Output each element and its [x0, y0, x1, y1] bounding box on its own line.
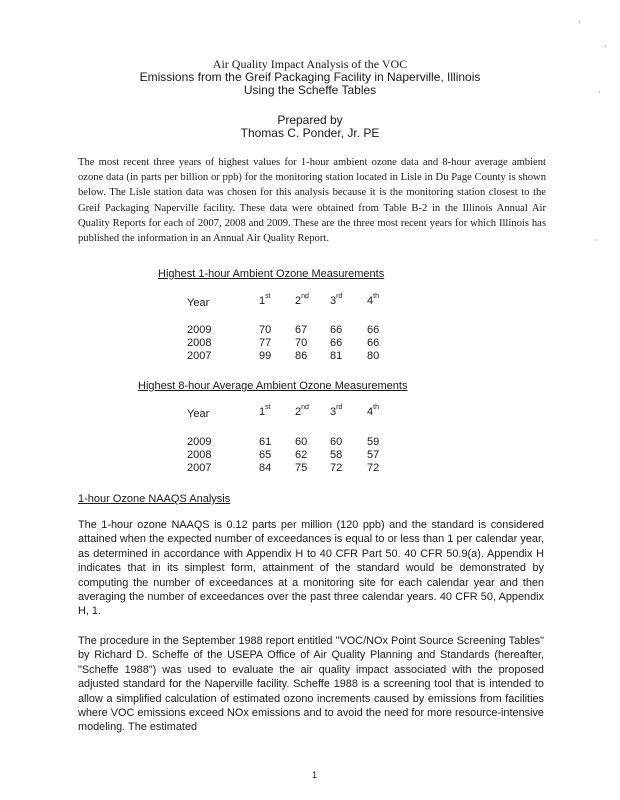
title-line-2: Emissions from the Greif Packaging Facility in Naperville, Illinois	[139, 70, 481, 84]
paragraph-scheffe: The procedure in the September 1988 report entitled "VOC/NOx Point Source Screening Tables" by Richard D. Scheffe of the USEPA Office of Air Quality Planning and Standards (hereafter, "Scheffe 1988") was used to evaluate the air quality impact associated with the proposed adjusted standard for the Naperville facility. Scheffe 1988 is a screening tool that is intended to allow a simplified calculation of estimated ozono increments caused by emissions from facilities where VOC emissions exceed NOx emissions and to avoid the need for more resource-intensive modeling. The estimated	[78, 635, 544, 734]
table1-row2-val3: 66	[330, 337, 343, 349]
table2-row2-val1: 65	[259, 449, 272, 461]
table2-row1-val1: 61	[259, 436, 272, 448]
table2-row3-val1: 84	[259, 462, 272, 474]
page-number: 1	[312, 770, 318, 780]
table2-row1-val2: 60	[295, 436, 308, 448]
table2-row2-val2: 62	[295, 449, 308, 461]
table2-title: Highest 8-hour Average Ambient Ozone Measurements	[138, 380, 408, 392]
table2-row2-val4: 57	[367, 449, 380, 461]
table1-row3-val4: 80	[367, 350, 380, 362]
scan-speck: ·	[578, 18, 581, 27]
table1-row2-val4: 66	[367, 337, 380, 349]
table1-row3-year: 2007	[187, 350, 212, 362]
scan-speck: ·	[604, 42, 607, 51]
table2-col-3-header: 3rd	[330, 404, 343, 418]
table2-col-2-header: 2nd	[295, 404, 309, 418]
table1-col-2-header: 2nd	[295, 293, 309, 307]
scan-speck: ·	[594, 236, 597, 245]
table2-row1-val3: 60	[330, 436, 343, 448]
table1-year-header: Year	[187, 297, 210, 309]
table2-row3-val4: 72	[367, 462, 380, 474]
scan-speck: ·	[598, 88, 601, 97]
title-line-1: Air Quality Impact Analysis of the VOC	[212, 57, 408, 71]
table2-row2-val3: 58	[330, 449, 343, 461]
table1-row1-val3: 66	[330, 324, 343, 336]
table2-row3-val3: 72	[330, 462, 343, 474]
table1-row1-val1: 70	[259, 324, 272, 336]
author-name: Thomas C. Ponder, Jr. PE	[240, 126, 380, 140]
table1-row3-val1: 99	[259, 350, 272, 362]
title-line-3: Using the Scheffe Tables	[243, 83, 377, 97]
table1-title: Highest 1-hour Ambient Ozone Measurements	[158, 268, 385, 280]
table1-row2-val2: 70	[295, 337, 308, 349]
table1-col-4-header: 4th	[367, 293, 379, 307]
table2-col-1-header: 1st	[259, 404, 271, 418]
paragraph-naaqs: The 1-hour ozone NAAQS is 0.12 parts per million (120 ppb) and the standard is considered attained when the expected number of exceedances is equal to or less than 1 per calendar year, as determined in accordance with Appendix H to 40 CFR Part 50. 40 CFR 50.9(a). Appendix H indicates that in its simplest form, attainment of the standard would be demonstrated by computing the number of exceedances at a monitoring site for each calendar year and then averaging the number of exceedances over the past three calendar years. 40 CFR 50, Appendix H, 1.	[78, 519, 544, 618]
table1-row1-val4: 66	[367, 324, 380, 336]
table2-row1-val4: 59	[367, 436, 380, 448]
table1-col-1-header: 1st	[259, 293, 271, 307]
table2	[187, 404, 407, 484]
table1	[187, 293, 407, 373]
table1-row1-val2: 67	[295, 324, 308, 336]
table1-row2-year: 2008	[187, 337, 212, 349]
table2-year-header: Year	[187, 408, 210, 420]
table1-row3-val2: 86	[295, 350, 308, 362]
table1-row1-year: 2009	[187, 324, 212, 336]
table2-col-4-header: 4th	[367, 404, 379, 418]
table1-col-3-header: 3rd	[330, 293, 343, 307]
table1-row3-val3: 81	[330, 350, 343, 362]
table2-row3-year: 2007	[187, 462, 212, 474]
intro-paragraph: The most recent three years of highest values for 1-hour ambient ozone data and 8-hour average ambient ozone data (in parts per billion or ppb) for the monitoring station located in Lisle in Du Page County is shown below. The Lisle station data was chosen for this analysis because it is the monitoring station closest to the Greif Packaging Naperville facility. These data were obtained from Table B-2 in the Illinois Annual Air Quality Reports for each of 2007, 2008 and 2009. These are the three most recent years for which Illinois has published the information in an Annual Air Quality Report.	[78, 157, 546, 245]
table2-row2-year: 2008	[187, 449, 212, 461]
prepared-by: Prepared by	[277, 113, 343, 127]
table1-row2-val1: 77	[259, 337, 272, 349]
table2-row1-year: 2009	[187, 436, 212, 448]
section-heading: 1-hour Ozone NAAQS Analysis	[78, 493, 231, 505]
table2-row3-val2: 75	[295, 462, 308, 474]
